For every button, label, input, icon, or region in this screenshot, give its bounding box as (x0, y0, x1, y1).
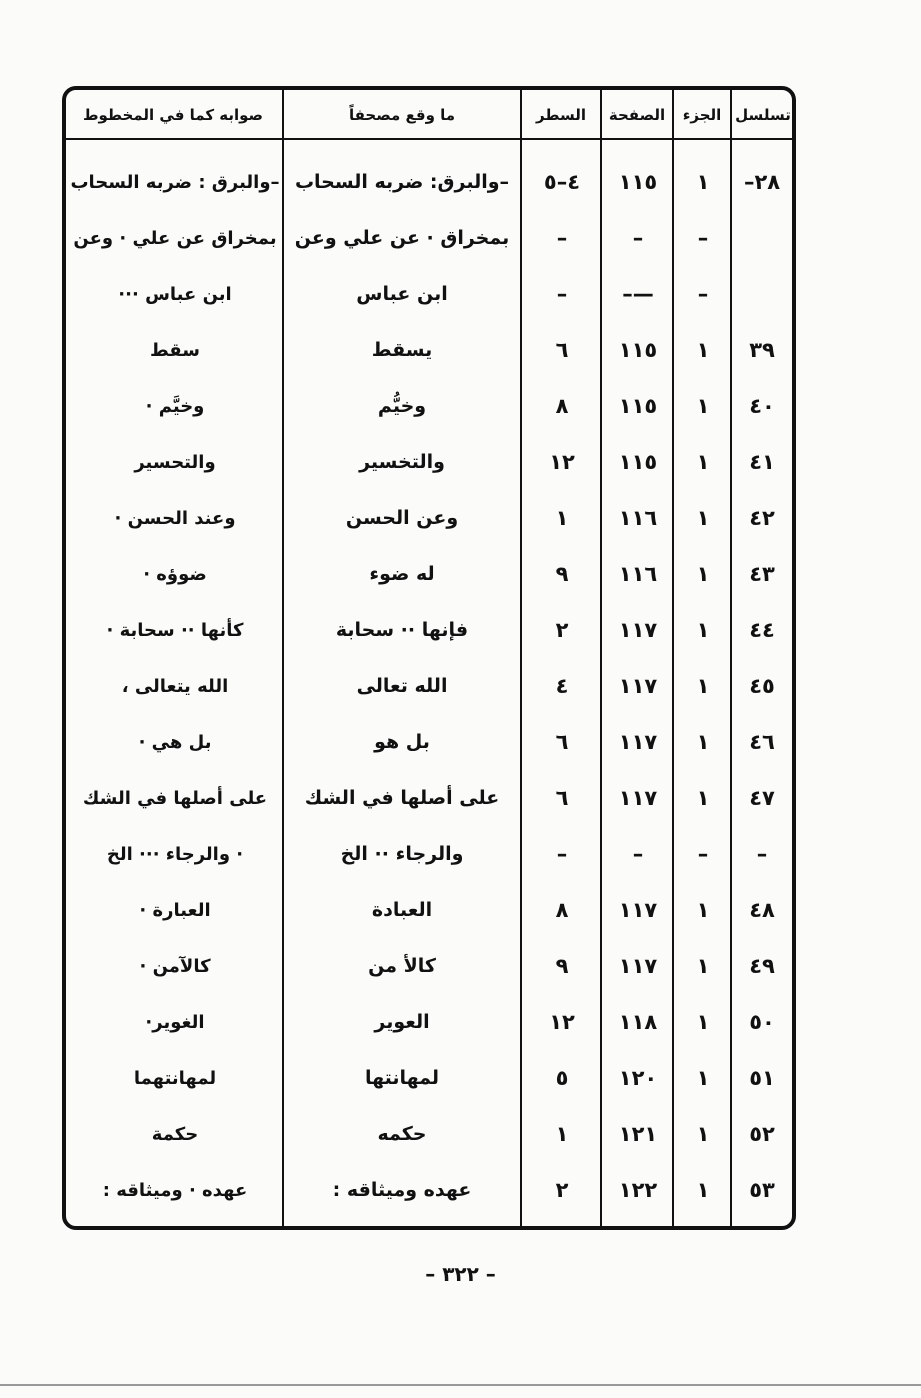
misprint-cell: وعن الحسن (345, 507, 459, 529)
page-number: – ٣٢٢ – (425, 1262, 496, 1286)
part-cell: – (697, 226, 709, 250)
part-cell: ١ (696, 954, 710, 978)
correction-cell: كأنها ·· سحابة · (106, 619, 244, 641)
misprint-cell: بمخراق · عن علي وعن (294, 227, 510, 249)
correction-cell: ابن عباس ··· (118, 283, 232, 305)
line-cell: ١٢ (549, 450, 575, 474)
misprint-cell: ابن عباس (356, 283, 448, 305)
misprint-cell: بل هو (374, 731, 430, 753)
line-cell: ٥ (555, 1066, 569, 1090)
misprint-cell: –والبرق: ضربه السحاب (294, 171, 510, 193)
part-cell: – (697, 842, 709, 866)
correction-cell: الله يتعالى ، (121, 675, 229, 697)
line-cell: ١٢ (549, 1010, 575, 1034)
header-line: السطر (536, 106, 586, 124)
page-cell: ١١٧ (618, 674, 658, 698)
line-cell: – (556, 282, 568, 306)
part-cell: ١ (696, 1010, 710, 1034)
table-row (66, 658, 792, 714)
part-cell: ١ (696, 786, 710, 810)
line-cell: ٦ (555, 338, 569, 362)
part-cell: ١ (696, 1178, 710, 1202)
page-cell: ١١٧ (618, 730, 658, 754)
part-cell: ١ (696, 898, 710, 922)
line-cell: ١ (555, 1122, 569, 1146)
line-cell: ٨ (555, 898, 569, 922)
correction-cell: لمهانتهما (133, 1067, 217, 1089)
header-divider (64, 138, 794, 140)
misprint-cell: والرجاء ·· الخ (340, 843, 464, 865)
table-row (66, 938, 792, 994)
line-cell: ٦ (555, 730, 569, 754)
table-row (66, 770, 792, 826)
table-row (66, 714, 792, 770)
line-cell: – (556, 842, 568, 866)
table-row (66, 602, 792, 658)
misprint-cell: العوير (374, 1011, 430, 1033)
header-serial: تسلسل (735, 106, 791, 124)
line-cell: ٢ (555, 618, 569, 642)
serial-cell: ٤٩ (749, 954, 775, 978)
line-cell: ٢ (555, 1178, 569, 1202)
table-row (66, 826, 792, 882)
misprint-cell: والتخسير (359, 451, 445, 473)
line-cell: ٤ (555, 674, 569, 698)
page-cell: – (632, 842, 644, 866)
serial-cell: ٤٥ (749, 674, 775, 698)
page-cell: ١١٦ (618, 562, 658, 586)
part-cell: ١ (696, 394, 710, 418)
page-cell: ١١٥ (618, 338, 658, 362)
line-cell: ١ (555, 506, 569, 530)
serial-cell: ٤٢ (749, 506, 775, 530)
misprint-cell: حكمه (377, 1123, 427, 1145)
correction-cell: كالآمن · (139, 955, 211, 977)
serial-cell: ٤٧ (749, 786, 775, 810)
serial-cell: ٣٩ (749, 338, 775, 362)
misprint-cell: لمهانتها (364, 1067, 440, 1089)
serial-cell: ٤١ (749, 450, 775, 474)
page-cell: ١١٧ (618, 786, 658, 810)
table-row (66, 546, 792, 602)
correction-cell: عهده · وميثاقه : (102, 1179, 248, 1201)
correction-cell: بمخراق عن علي · وعن (73, 227, 277, 249)
table-row (66, 266, 792, 322)
page-cell: ١١٥ (618, 170, 658, 194)
page-cell: ١٢٢ (618, 1178, 658, 1202)
part-cell: ١ (696, 562, 710, 586)
misprint-cell: يسقط (371, 339, 433, 361)
table-row (66, 322, 792, 378)
misprint-cell: كالأ من (368, 955, 436, 977)
table-row (66, 1162, 792, 1218)
table-row (66, 882, 792, 938)
correction-cell: –والبرق : ضربه السحاب (70, 171, 280, 193)
page-cell: ١٢١ (618, 1122, 658, 1146)
header-part: الجزء (682, 106, 722, 124)
correction-cell: والتحسير (134, 451, 216, 473)
line-cell: ٦ (555, 786, 569, 810)
correction-cell: وعند الحسن · (114, 507, 236, 529)
table-row (66, 434, 792, 490)
page-cell: ١١٧ (618, 954, 658, 978)
page-cell: ١١٨ (618, 1010, 658, 1034)
correction-cell: الغوير· (145, 1011, 205, 1033)
line-cell: ٩ (555, 954, 569, 978)
page-cell: ١٢٠ (618, 1066, 658, 1090)
part-cell: ١ (696, 618, 710, 642)
table-row (66, 210, 792, 266)
serial-cell: ٤٣ (749, 562, 775, 586)
correction-cell: العبارة · (139, 899, 211, 921)
page-cell: ١١٥ (618, 450, 658, 474)
serial-cell (732, 210, 792, 266)
correction-cell: على أصلها في الشك (82, 787, 268, 809)
part-cell: ١ (696, 506, 710, 530)
part-cell: – (697, 282, 709, 306)
serial-cell: ٥٢ (749, 1122, 775, 1146)
part-cell: ١ (696, 450, 710, 474)
serial-cell (732, 266, 792, 322)
header-misprint: ما وقع مصحفاً (348, 106, 456, 124)
line-cell: ٨ (555, 394, 569, 418)
correction-cell: حكمة (151, 1123, 199, 1145)
bottom-rule (0, 1384, 921, 1386)
serial-cell: ٥٣ (749, 1178, 775, 1202)
serial-cell: ٥٠ (749, 1010, 775, 1034)
serial-cell: ٥١ (749, 1066, 775, 1090)
misprint-cell: الله تعالى (356, 675, 448, 697)
table-row (66, 490, 792, 546)
serial-cell: ٤٨ (749, 898, 775, 922)
correction-cell: · والرجاء ··· الخ (106, 843, 244, 865)
serial-cell: ٤٠ (749, 394, 775, 418)
correction-cell: ضوؤه · (143, 563, 207, 585)
serial-cell: ٤٤ (749, 618, 775, 642)
line-cell: ٤–٥ (543, 170, 581, 194)
page-cell: ١١٧ (618, 898, 658, 922)
misprint-cell: فإنها ·· سحابة (335, 619, 469, 641)
misprint-cell: على أصلها في الشك (304, 787, 500, 809)
misprint-cell: له ضوء (369, 563, 435, 585)
table-row (66, 378, 792, 434)
part-cell: ١ (696, 170, 710, 194)
line-cell: ٩ (555, 562, 569, 586)
page-cell: – (632, 226, 644, 250)
table-row (66, 154, 792, 210)
page-cell: ١١٧ (618, 618, 658, 642)
serial-cell: – (756, 842, 768, 866)
table-row (66, 1050, 792, 1106)
part-cell: ١ (696, 1066, 710, 1090)
part-cell: ١ (696, 338, 710, 362)
page-cell: ١١٦ (618, 506, 658, 530)
table-row (66, 1106, 792, 1162)
misprint-cell: عهده وميثاقه : (332, 1179, 472, 1201)
part-cell: ١ (696, 674, 710, 698)
misprint-cell: وخيُّم (377, 395, 427, 417)
correction-cell: وخيَّم · (145, 395, 205, 417)
header-page: الصفحة (608, 106, 666, 124)
part-cell: ١ (696, 730, 710, 754)
table-row (66, 994, 792, 1050)
misprint-cell: العبادة (371, 899, 433, 921)
page-cell: ١١٥ (618, 394, 658, 418)
page-cell: —– (622, 282, 654, 306)
part-cell: ١ (696, 1122, 710, 1146)
correction-cell: سقط (150, 339, 200, 361)
serial-cell: ٢٨– (743, 170, 781, 194)
header-correction: صوابه كما في المخطوط (82, 106, 264, 124)
line-cell: – (556, 226, 568, 250)
correction-cell: بل هي · (138, 731, 212, 753)
serial-cell: ٤٦ (749, 730, 775, 754)
